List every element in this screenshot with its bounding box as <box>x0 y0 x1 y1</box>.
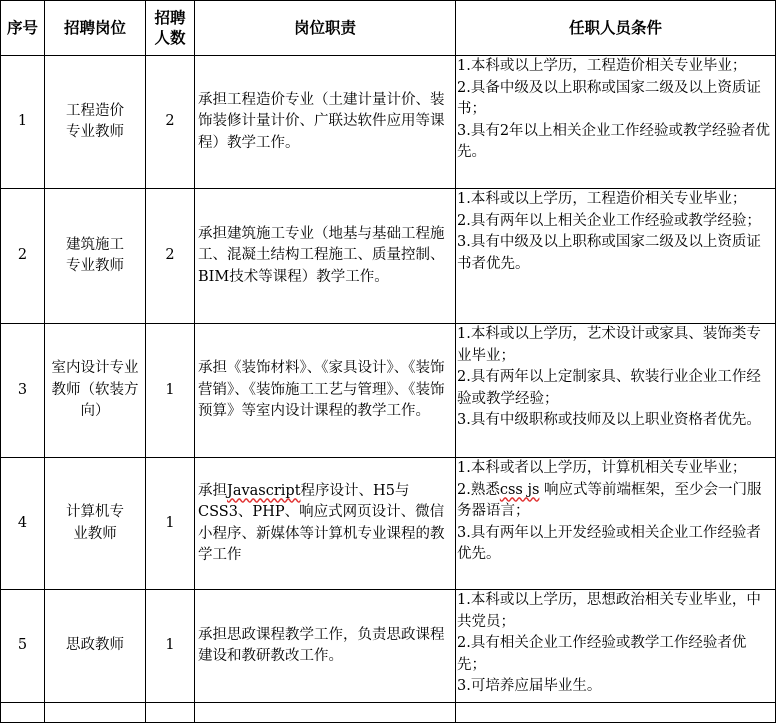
cutoff-cell <box>456 703 776 723</box>
duties-spellcheck-word: Javascript <box>227 482 301 499</box>
requirement-item: 2.具有两年以上相关企业工作经验或教学经验； <box>457 212 761 229</box>
row-position-text: 计算机专业教师 <box>66 504 124 542</box>
header-duties: 岗位职责 <box>195 1 456 56</box>
table-row <box>1 189 776 324</box>
row-count: 2 <box>146 189 195 324</box>
row-count: 1 <box>146 458 195 590</box>
requirement-item: 3.可培养应届毕业生。 <box>457 678 602 694</box>
requirement-item <box>457 480 774 523</box>
row-requirements <box>456 458 776 590</box>
row-position-text: 建筑施工专业教师 <box>66 236 124 274</box>
table-row <box>1 458 776 590</box>
table-row <box>1 590 776 703</box>
requirement-item: 3.具有两年以上开发经验或相关企业工作经验者优先。 <box>457 524 761 562</box>
cutoff-cell <box>1 703 45 723</box>
row-seq: 4 <box>1 458 45 590</box>
row-position <box>45 458 146 590</box>
row-seq: 1 <box>1 56 45 189</box>
row-seq: 3 <box>1 324 45 458</box>
row-seq: 2 <box>1 189 45 324</box>
row-position-text: 工程造价专业教师 <box>66 102 124 140</box>
requirement-spellcheck-word: css js <box>499 481 540 498</box>
table-row <box>1 324 776 458</box>
requirement-item: 3.具有中级职称或技师及以上职业资格者优先。 <box>457 412 761 428</box>
row-duties: 承担思政课程教学工作，负责思政课程建设和教研教改工作。 <box>195 590 456 703</box>
row-position-text: 室内设计专业教师（软装方向） <box>51 360 139 420</box>
row-position <box>45 189 146 324</box>
row-duties: 承担建筑施工专业（地基与基础工程施工、混凝土结构工程施工、质量控制、BIM技术等课程）教学工作。 <box>195 189 456 324</box>
row-requirements <box>456 324 776 458</box>
header-count-text: 招聘人数 <box>154 8 186 47</box>
header-seq: 序号 <box>1 1 45 56</box>
requirement-item: 3.具有2年以上相关企业工作经验或教学经验者优先。 <box>457 122 771 160</box>
row-position: 思政教师 <box>45 590 146 703</box>
row-duties: 承担工程造价专业（土建计量计价、装饰装修计量计价、广联达软件应用等课程）教学工作。 <box>195 56 456 189</box>
table-row <box>1 56 776 189</box>
header-requirements: 任职人员条件 <box>456 1 776 56</box>
row-count: 1 <box>146 324 195 458</box>
header-count <box>146 1 195 56</box>
cutoff-cell <box>195 703 456 723</box>
table-header-row <box>1 1 776 56</box>
duties-text: 程序设计、H5与CSS3、PHP、响应式网页设计、微信小程序、新媒体等计算机专业课程的教学工作 <box>198 482 445 563</box>
row-requirements <box>456 189 776 324</box>
cutoff-cell <box>45 703 146 723</box>
cutoff-cell <box>146 703 195 723</box>
requirement-item: 1.本科或以上学历，工程造价相关专业毕业； <box>457 58 747 74</box>
table-row-cutoff <box>1 703 776 723</box>
requirement-text: 2.熟悉 <box>457 481 500 498</box>
row-seq: 5 <box>1 590 45 703</box>
row-position <box>45 324 146 458</box>
requirement-item: 2.具备中级及以上职称或国家二级及以上资质证书； <box>457 79 761 117</box>
row-duties <box>195 458 456 590</box>
row-requirements <box>456 56 776 189</box>
requirement-item: 1.本科或以上学历，艺术设计或家具、装饰类专业毕业； <box>457 326 761 364</box>
row-position <box>45 56 146 189</box>
row-requirements <box>456 590 776 703</box>
requirement-item: 1.本科或以上学历，思想政治相关专业毕业，中共党员； <box>457 592 761 630</box>
requirement-text: 响应式等前端框架，至少会一门服务器语言； <box>457 481 762 519</box>
row-count: 1 <box>146 590 195 703</box>
row-duties: 承担《装饰材料》、《家具设计》、《装饰营销》、《装饰施工工艺与管理》、《装饰预算》等室内设计课程的教学工作。 <box>195 324 456 458</box>
requirement-item: 2.具有两年以上定制家具、软装行业企业工作经验或教学经验； <box>457 369 761 407</box>
row-count: 2 <box>146 56 195 189</box>
requirement-item: 3.具有中级及以上职称或国家二级及以上资质证书者优先。 <box>457 234 761 272</box>
requirement-item: 1.本科或者以上学历，计算机相关专业毕业； <box>457 460 747 476</box>
header-position: 招聘岗位 <box>45 1 146 56</box>
requirement-item: 2.具有相关企业工作经验或教学工作经验者优先； <box>457 635 747 673</box>
requirement-item: 1.本科或以上学历，工程造价相关专业毕业； <box>457 191 747 207</box>
duties-text: 承担 <box>198 482 227 499</box>
